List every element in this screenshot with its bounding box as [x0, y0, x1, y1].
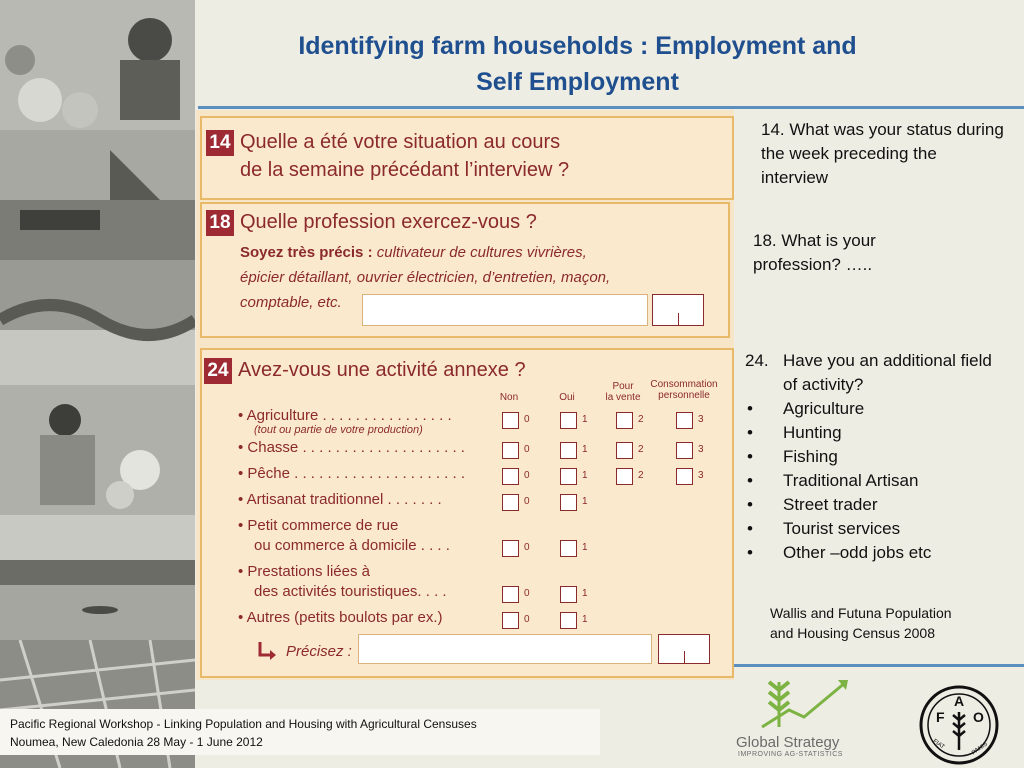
note-item-tourist: Tourist services	[783, 519, 901, 538]
photo-woman-fruit	[0, 385, 195, 515]
question-18-number: 18	[206, 210, 234, 236]
question-14-box	[200, 116, 734, 200]
checkbox-artisanat-oui[interactable]	[560, 494, 577, 511]
row-commerce-label2: ou commerce à domicile . . . .	[254, 537, 450, 554]
checkbox-commerce-non[interactable]	[502, 540, 519, 557]
checkbox-chasse-conso[interactable]	[676, 442, 693, 459]
slide-title-line2: Self Employment	[476, 68, 679, 96]
note-q24-text: Have you an additional field of activity?	[783, 351, 992, 394]
question-18-sub-italic2: épicier détaillant, ouvrier électricien, d’entretien, maçon,	[240, 269, 611, 286]
code-1: 1	[582, 542, 588, 553]
note-item	[745, 517, 1005, 541]
question-18-sub-italic1: cultivateur de cultures vivrières,	[376, 244, 587, 261]
checkbox-agriculture-conso[interactable]	[676, 412, 693, 429]
row-tourisme-label2: des activités touristiques. . . .	[254, 583, 447, 600]
code-2: 2	[638, 470, 644, 481]
footer-line1: Pacific Regional Workshop - Linking Population and Housing with Agricultural Censuses	[10, 717, 477, 731]
question-18-sub-bold: Soyez très précis :	[240, 244, 373, 261]
code-0: 0	[524, 588, 530, 599]
column-pour-line1: Pour	[612, 381, 634, 392]
question-14-line1: Quelle a été votre situation au cours	[240, 131, 561, 153]
code-1: 1	[582, 470, 588, 481]
source-note: Wallis and Futuna Population and Housing Census 2008	[770, 605, 952, 641]
fao-panis: PANIS	[971, 741, 989, 757]
code-3: 3	[698, 414, 704, 425]
checkbox-peche-vente[interactable]	[616, 468, 633, 485]
row-chasse-label: • Chasse . . . . . . . . . . . . . . . . . . . .	[238, 439, 465, 456]
wheat-icon	[953, 712, 965, 750]
checkbox-peche-conso[interactable]	[676, 468, 693, 485]
column-conso-line1: Consommation	[650, 379, 718, 390]
bullet: •	[747, 447, 753, 466]
note-item-artisan: Traditional Artisan	[783, 471, 919, 490]
bullet: •	[747, 471, 753, 490]
checkbox-autres-non[interactable]	[502, 612, 519, 629]
profession-answer-field[interactable]	[362, 294, 648, 326]
row-peche-label: • Pêche . . . . . . . . . . . . . . . . . . . . .	[238, 465, 465, 482]
note-q24-number: 24.	[745, 351, 769, 370]
question-14-number: 14	[206, 130, 234, 156]
photo-taro-field	[0, 260, 195, 385]
checkbox-artisanat-non[interactable]	[502, 494, 519, 511]
slide-title-line1: Identifying farm households : Employment and	[298, 32, 857, 60]
code-1: 1	[582, 496, 588, 507]
column-non: Non	[499, 392, 519, 403]
note-q18: 18. What is your profession? …..	[753, 231, 876, 274]
code-0: 0	[524, 542, 530, 553]
code-0: 0	[524, 470, 530, 481]
note-item-agriculture: Agriculture	[783, 399, 865, 418]
photo-market-vendor	[0, 0, 195, 130]
row-commerce-label1: • Petit commerce de rue	[238, 517, 399, 534]
code-0: 0	[524, 444, 530, 455]
fao-logo	[918, 684, 1000, 766]
checkbox-chasse-oui[interactable]	[560, 442, 577, 459]
code-0: 0	[524, 414, 530, 425]
code-3: 3	[698, 444, 704, 455]
checkbox-chasse-vente[interactable]	[616, 442, 633, 459]
question-24-number: 24	[204, 358, 232, 384]
note-q14: 14. What was your status during the week preceding the interview	[761, 120, 1004, 187]
photo-boats	[0, 130, 195, 260]
other-activity-code-box[interactable]	[658, 634, 710, 664]
bullet: •	[747, 495, 753, 514]
note-item	[745, 493, 1005, 517]
checkbox-chasse-non[interactable]	[502, 442, 519, 459]
code-1: 1	[582, 614, 588, 625]
global-strategy-icon	[734, 672, 864, 734]
note-item-street-trader: Street trader	[783, 495, 878, 514]
note-item	[745, 541, 1005, 565]
note-item	[745, 445, 1005, 469]
global-strategy-name: Global Strategy	[736, 734, 840, 751]
question-18-box	[200, 202, 730, 338]
code-0: 0	[524, 496, 530, 507]
note-item-fishing: Fishing	[783, 447, 838, 466]
bullet: •	[747, 423, 753, 442]
code-1: 1	[582, 414, 588, 425]
row-agriculture-label: • Agriculture . . . . . . . . . . . . . . . .	[238, 407, 452, 424]
column-pour-line2: la vente	[605, 392, 641, 403]
note-item-hunting: Hunting	[783, 423, 842, 442]
bottom-rule	[734, 664, 1024, 667]
code-0: 0	[524, 614, 530, 625]
question-18-title: Quelle profession exercez-vous ?	[240, 211, 537, 233]
column-conso-line2: personnelle	[658, 390, 710, 401]
question-14-text	[240, 128, 569, 184]
checkbox-tourisme-non[interactable]	[502, 586, 519, 603]
question-14-line2: de la semaine précédant l’interview ?	[240, 159, 570, 181]
checkbox-agriculture-vente[interactable]	[616, 412, 633, 429]
photo-lagoon	[0, 515, 195, 640]
note-q24	[745, 349, 1005, 565]
fao-letter-a: A	[954, 693, 965, 709]
code-1: 1	[582, 588, 588, 599]
question-24-box	[200, 348, 734, 678]
checkbox-peche-non[interactable]	[502, 468, 519, 485]
fao-letter-o: O	[973, 709, 984, 725]
fao-fiat: FIAT	[931, 738, 946, 751]
arrow-icon	[256, 640, 280, 662]
checkbox-peche-oui[interactable]	[560, 468, 577, 485]
code-2: 2	[638, 444, 644, 455]
code-3: 3	[698, 470, 704, 481]
column-consommation	[646, 379, 722, 401]
note-q24-heading	[745, 349, 1005, 397]
footer-line2: Noumea, New Caledonia 28 May - 1 June 2012	[10, 735, 263, 749]
note-item	[745, 397, 1005, 421]
note-item	[745, 421, 1005, 445]
slide-title	[210, 28, 945, 100]
row-autres-label: • Autres (petits boulots par ex.)	[238, 609, 443, 626]
row-artisanat-label: • Artisanat traditionnel . . . . . . .	[238, 491, 442, 508]
note-item-other: Other –odd jobs etc	[783, 543, 932, 562]
row-tourisme-label1: • Prestations liées à	[238, 563, 370, 580]
title-rule	[198, 106, 1024, 109]
row-agriculture-note: (tout ou partie de votre production)	[254, 424, 423, 436]
global-strategy-logo	[734, 672, 864, 768]
questionnaire-scan	[196, 110, 734, 680]
question-24-title: Avez-vous une activité annexe ?	[238, 359, 526, 381]
profession-code-box[interactable]	[652, 294, 704, 326]
note-item	[745, 469, 1005, 493]
column-oui: Oui	[559, 392, 575, 403]
checkbox-autres-oui[interactable]	[560, 612, 577, 629]
column-pour-la-vente	[598, 381, 648, 403]
precisez-label: Précisez :	[286, 643, 352, 660]
photo-strip	[0, 0, 195, 768]
checkbox-agriculture-non[interactable]	[502, 412, 519, 429]
fao-letter-f: F	[936, 709, 945, 725]
bullet: •	[747, 399, 753, 418]
checkbox-tourisme-oui[interactable]	[560, 586, 577, 603]
checkbox-agriculture-oui[interactable]	[560, 412, 577, 429]
bullet: •	[747, 543, 753, 562]
bullet: •	[747, 519, 753, 538]
global-strategy-tagline: IMPROVING AG-STATISTICS	[738, 751, 843, 758]
other-activity-field[interactable]	[358, 634, 652, 664]
code-2: 2	[638, 414, 644, 425]
code-1: 1	[582, 444, 588, 455]
footer	[0, 709, 600, 755]
checkbox-commerce-oui[interactable]	[560, 540, 577, 557]
question-18-sub-italic3: comptable, etc.	[240, 294, 342, 311]
